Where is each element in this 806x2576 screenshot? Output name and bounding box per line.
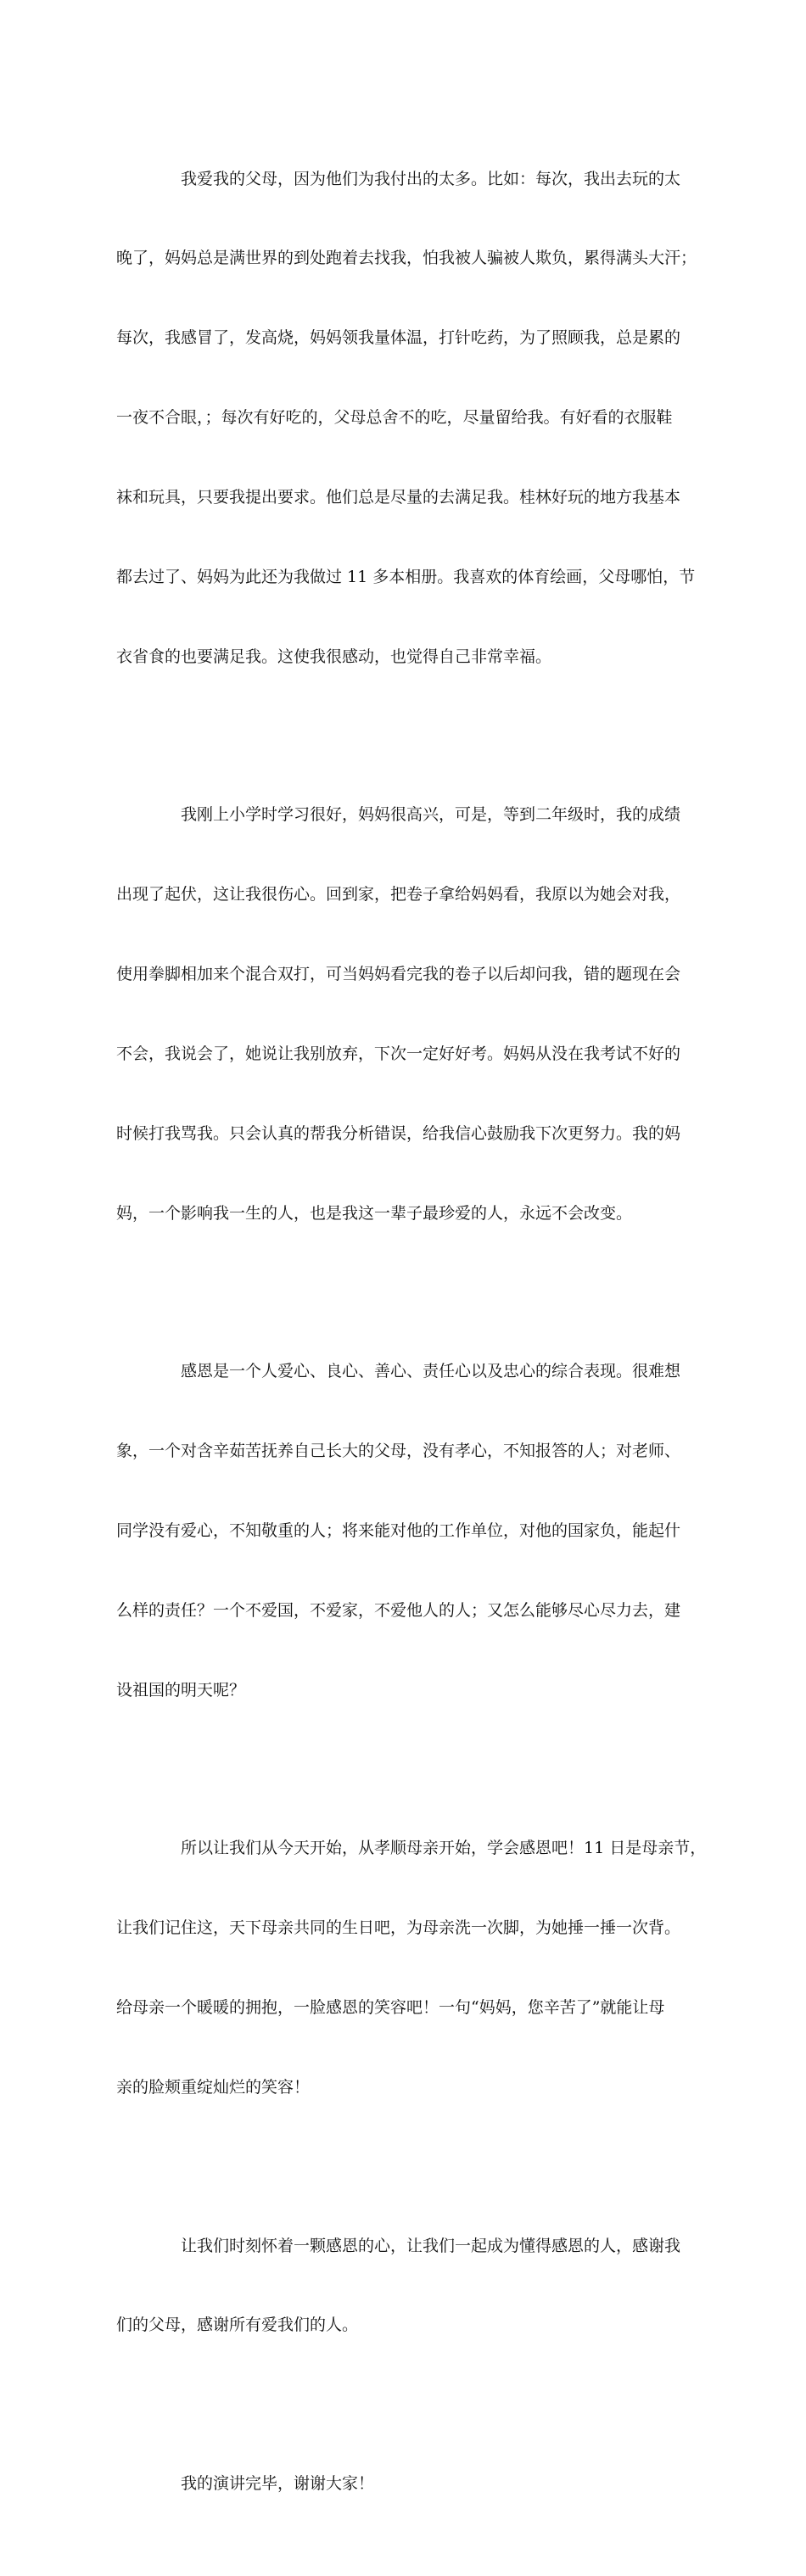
- paragraph-line: 都去过了、妈妈为此还为我做过 11 多本相册。我喜欢的体育绘画，父母哪怕，节: [116, 568, 696, 587]
- paragraph-3: [116, 1306, 697, 1757]
- paragraph-line: 我爱我的父母，因为他们为我付出的太多。比如：每次，我出去玩的太: [181, 169, 681, 188]
- paragraph-line: 袜和玩具，只要我提出要求。他们总是尽量的去满足我。桂林好玩的地方我基本: [116, 488, 681, 507]
- paragraph-1: [116, 113, 697, 724]
- paragraph-line: 们的父母，感谢所有爱我们的人。: [116, 2316, 359, 2335]
- paragraph-line: 让我们时刻怀着一颗感恩的心，让我们一起成为懂得感恩的人，感谢我: [181, 2236, 681, 2255]
- paragraph-2: [116, 749, 697, 1280]
- paragraph-5: [116, 2180, 697, 2392]
- paragraph-line: 妈，一个影响我一生的人，也是我这一辈子最珍爱的人，永远不会改变。: [116, 1203, 633, 1223]
- paragraph-line: 时候打我骂我。只会认真的帮我分析错误，给我信心鼓励我下次更努力。我的妈: [116, 1123, 681, 1143]
- paragraph-line: 每次，我感冒了，发高烧，妈妈领我量体温，打针吃药，为了照顾我，总是累的: [116, 328, 681, 348]
- paragraph-line: 让我们记住这，天下母亲共同的生日吧，为母亲洗一次脚，为她捶一捶一次背。: [116, 1918, 681, 1938]
- paragraph-4: [116, 1783, 707, 2154]
- paragraph-line: 象，一个对含辛茹苦抚养自己长大的父母，没有孝心，不知报答的人；对老师、: [116, 1442, 681, 1461]
- paragraph-line: 给母亲一个暖暖的拥抱，一脸感恩的笑容吧！一句“妈妈，您辛苦了”就能让母: [116, 1998, 665, 2018]
- paragraph-line: 同学没有爱心，不知敬重的人；将来能对他的工作单位，对他的国家负，能起什: [116, 1521, 681, 1541]
- paragraph-line: 感恩是一个人爱心、良心、善心、责任心以及忠心的综合表现。很难想: [181, 1362, 681, 1381]
- paragraph-line: 我刚上小学时学习很好，妈妈很高兴，可是，等到二年级时，我的成绩: [181, 805, 681, 825]
- paragraph-line: 不会，我说会了，她说让我别放弃，下次一定好好考。妈妈从没在我考试不好的: [116, 1044, 681, 1064]
- paragraph-line: 设祖国的明天呢？: [116, 1680, 246, 1700]
- paragraph-line: 衣省食的也要满足我。这使我很感动，也觉得自己非常幸福。: [116, 647, 552, 666]
- paragraph-line: 亲的脸颊重绽灿烂的笑容！: [116, 2078, 311, 2097]
- paragraph-line: 一夜不合眼，；每次有好吃的，父母总舍不的吃，尽量留给我。有好看的衣服鞋: [116, 408, 673, 428]
- paragraph-6: [116, 2417, 697, 2550]
- paragraph-line: 出现了起伏，这让我很伤心。回到家，把卷子拿给妈妈看，我原以为她会对我，: [116, 885, 681, 904]
- paragraph-line: 我的演讲完毕，谢谢大家！: [181, 2473, 375, 2493]
- paragraph-line: 么样的责任？一个不爱国，不爱家，不爱他人的人；又怎么能够尽心尽力去，建: [116, 1601, 681, 1621]
- paragraph-line: 使用拳脚相加来个混合双打，可当妈妈看完我的卷子以后却问我，错的题现在会: [116, 965, 681, 984]
- document-body: [116, 113, 707, 2576]
- paragraph-line: 所以让我们从今天开始，从孝顺母亲开始，学会感恩吧！11 日是母亲节，: [181, 1839, 707, 1858]
- paragraph-line: 晚了，妈妈总是满世界的到处跑着去找我，怕我被人骗被人欺负，累得满头大汗；: [116, 249, 697, 268]
